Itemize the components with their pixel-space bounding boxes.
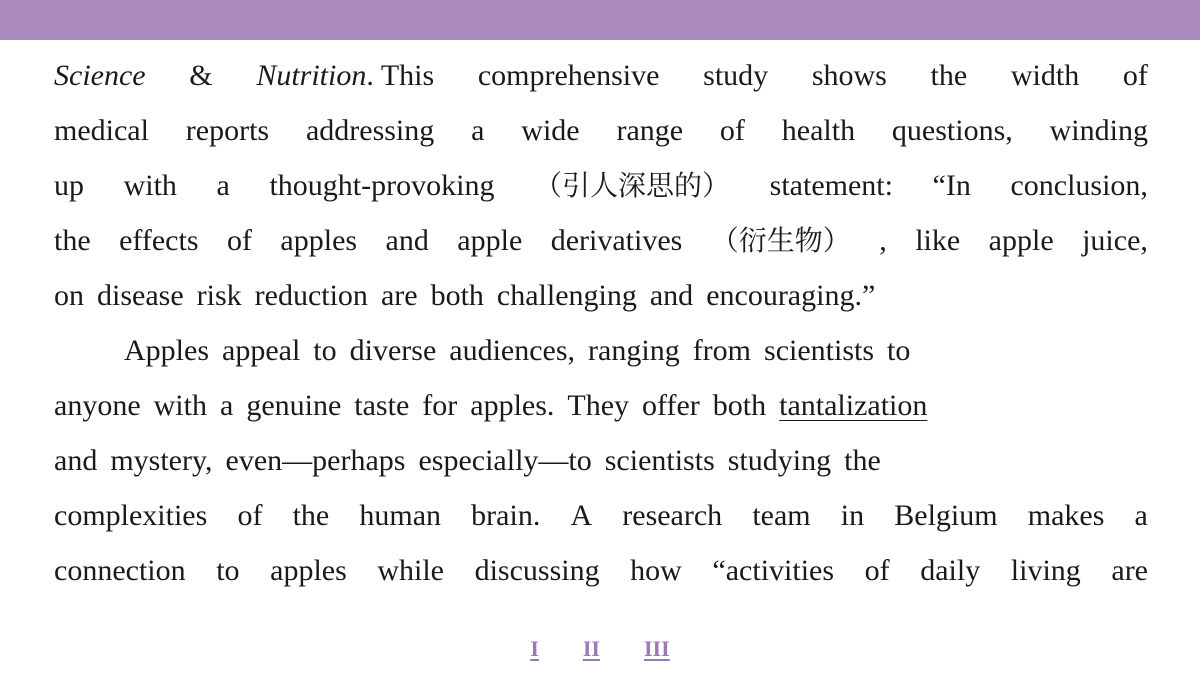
word: human [359,499,442,532]
word: of [719,114,745,147]
word: reports [185,114,270,147]
word: living [1010,554,1081,587]
word: the [930,59,968,92]
text-line-1 [54,48,1148,103]
word: from [692,334,752,367]
word: comprehensive [477,59,660,92]
text-line-9 [54,488,1148,543]
word: appeal [222,334,301,367]
text-line-7 [54,378,1148,433]
top-banner [0,0,1200,40]
text-line-10 [54,543,1148,598]
word: daily [920,554,981,587]
word: apples [270,554,347,587]
word: apple [457,224,523,257]
word: the [292,499,330,532]
word: brain. [471,499,541,532]
text-line-4 [54,213,1148,268]
word: makes [1027,499,1105,532]
word: study [703,59,769,92]
word: are [380,279,418,312]
underlined-keyword: tantalization [779,389,928,422]
word: connection [54,554,186,587]
word: to [313,334,337,367]
word: Belgium [894,499,998,532]
word: a [219,389,234,422]
word: both [430,279,484,312]
chinese-gloss: （引人深思的） [534,169,731,202]
section-pager [0,636,1200,662]
word: with [123,169,177,202]
word: studying [727,444,832,477]
text-line-6 [54,323,1148,378]
word: & [189,59,213,92]
word: on [54,279,84,312]
word: conclusion, [1010,169,1148,202]
word: disease [97,279,184,312]
word: juice, [1082,224,1148,257]
word: of [1122,59,1148,92]
word: effects [119,224,199,257]
word: derivatives [550,224,683,257]
word: . This [366,59,435,92]
word: medical [54,114,149,147]
word: scientists [764,334,875,367]
journal-title-word: Science [54,59,146,92]
word: range [616,114,684,147]
pager-link-i[interactable]: I [530,636,539,661]
word: even—perhaps [225,444,406,477]
word: anyone [54,389,141,422]
word: apples [280,224,358,257]
word: are [1111,554,1148,587]
word: , [879,224,887,257]
word: risk [196,279,242,312]
word: scientists [604,444,715,477]
word: statement: [769,169,893,202]
text-line-5 [54,268,1148,323]
word: shows [811,59,887,92]
word: up [54,169,84,202]
word: especially—to [418,444,592,477]
word: health [781,114,856,147]
word: discussing [474,554,600,587]
word: while [377,554,444,587]
word: challenging [496,279,637,312]
word: with [153,389,207,422]
word: how [630,554,682,587]
word: and [649,279,694,312]
word: of [864,554,890,587]
chinese-gloss: （衍生物） [710,224,851,257]
word: audiences, [449,334,576,367]
word: like [915,224,961,257]
word: team [752,499,811,532]
word: research [622,499,723,532]
word: diverse [349,334,437,367]
word: of [237,499,263,532]
word: “activities [712,554,835,587]
word: of [226,224,252,257]
word: offer [642,389,700,422]
word: encouraging.” [706,279,876,312]
pager-link-ii[interactable]: II [582,636,600,661]
word: a [216,169,230,202]
word: Apples [124,334,209,367]
word: addressing [305,114,435,147]
word: the [844,444,881,477]
journal-title-word: Nutrition [256,59,367,92]
word: taste [354,389,410,422]
word: winding [1049,114,1148,147]
word: apple [988,224,1054,257]
word: width [1010,59,1080,92]
word: reduction [254,279,368,312]
word: to [887,334,911,367]
word: A [570,499,593,532]
word: apples. [470,389,555,422]
word: and [385,224,429,257]
word: a [1134,499,1148,532]
word: mystery, [110,444,213,477]
word: and [54,444,98,477]
word: thought-provoking [269,169,495,202]
pager-link-iii[interactable]: III [644,636,670,661]
word: the [54,224,91,257]
word: They [567,389,630,422]
word: both [712,389,767,422]
text-line-2 [54,103,1148,158]
text-line-3 [54,158,1148,213]
word: complexities [54,499,208,532]
word: questions, [891,114,1013,147]
word: “In [932,169,971,202]
word: in [840,499,865,532]
word: genuine [246,389,342,422]
text-line-8 [54,433,1148,488]
word: for [422,389,458,422]
word: ranging [588,334,680,367]
word: to [216,554,240,587]
word: a [471,114,485,147]
word: wide [521,114,580,147]
passage-text [54,48,1148,598]
